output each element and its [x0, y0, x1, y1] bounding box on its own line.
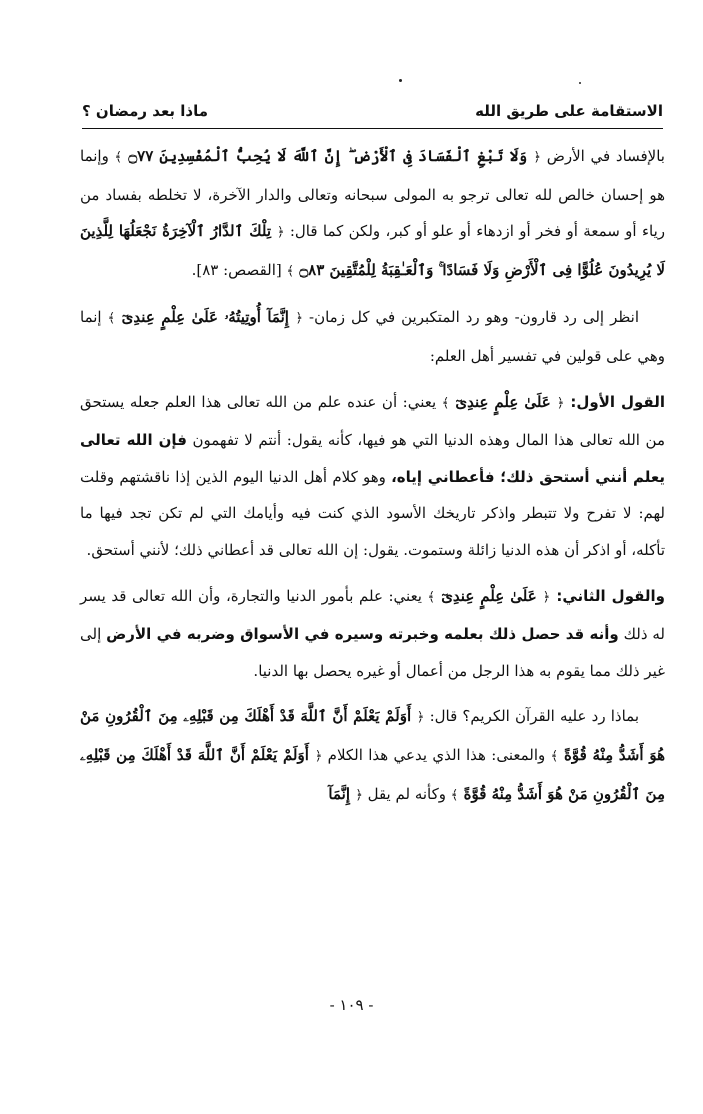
body-run: وهو كلام أهل الدنيا اليوم الذين إذا ناقشتهم وقلت لهم: لا تفرح ولا تتبطر واذكر تاريخك الأسود الذي كنت فيه وأيامك التي لم تكن تجد فيها ما تأكله، أو اذكر أن هذه الدنيا زائلة وستموت. يقول: إن الله تعالى قد أعطاني ذلك؛ لأنني أستحق.: [80, 467, 665, 559]
quran-verse: إِنَّمَآ: [328, 784, 356, 803]
page-number: - ١٠٩ -: [329, 996, 374, 1014]
bold-heading: وأنه قد حصل ذلك بعلمه وخبرته وسيره في الأسواق وضربه في الأرض: [106, 625, 619, 644]
bold-heading: فإن الله تعالى يعلم أنني أستحق ذلك؛ فأعطاني إياه،: [80, 431, 665, 486]
ink-speck: [579, 82, 581, 84]
header-section-title: ماذا بعد رمضان ؟: [82, 102, 209, 120]
quran-verse: عَلَىٰ عِلْمٍ عِندِىٓ: [449, 392, 557, 411]
body-run: إلى غير ذلك مما يقوم به هذا الرجل من أعمال أو غيره يحصل بها الدنيا.: [80, 625, 665, 680]
ornate-bracket: ﴾: [450, 787, 459, 803]
paragraph: [80, 138, 665, 290]
ornate-bracket: ﴿: [556, 395, 565, 411]
quran-verse: إِنَّمَآ أُوتِيتُهُۥ عَلَىٰ عِلْمٍ عِندِىٓ: [115, 308, 296, 327]
ornate-bracket: ﴿: [276, 225, 285, 241]
ornate-bracket: ﴾: [107, 311, 116, 327]
ornate-bracket: ﴿: [295, 311, 304, 327]
body-run: بالإفساد في الأرض: [540, 147, 665, 165]
paragraph: [80, 299, 665, 374]
body-run: يعني: أن عنده علم من الله تعالى هذا العلم جعله يستحق من الله تعالى هذا المال وهذه الدنيا التي هو فيها، كأنه يقول: أنتم لا تفهمون: [80, 392, 666, 450]
header-book-title: الاستقامة على طريق الله: [475, 102, 663, 120]
quran-verse: أَوَلَمْ يَعْلَمْ أَنَّ ٱللَّهَ قَدْ أَهْلَكَ مِن قَبْلِهِۦ مِنَ ٱلْقُرُونِ مَنْ هُوَ أَشَدُّ مِنْهُ قُوَّةً: [80, 707, 665, 764]
paragraph: [80, 384, 665, 569]
quran-verse: أَوَلَمْ يَعْلَمْ أَنَّ ٱللَّهَ قَدْ أَهْلَكَ مِن قَبْلِهِۦ مِنَ ٱلْقُرُونِ مَنْ هُوَ أَشَدُّ مِنْهُ قُوَّةً: [80, 745, 665, 803]
ornate-bracket: ﴾: [550, 748, 559, 764]
ornate-bracket: ﴾: [286, 263, 295, 279]
body-run: إنما وهي على قولين في تفسير أهل العلم:: [80, 308, 665, 365]
body-run: [القصص: ٨٣].: [191, 260, 287, 279]
ornate-bracket: ﴾: [114, 150, 123, 165]
body-run: والمعنى: هذا الذي يدعي هذا الكلام: [322, 745, 551, 764]
bold-heading: القول الأول:: [564, 392, 665, 411]
body-run: وإنما هو إحسان خالص لله تعالى ترجو به المولى سبحانه وتعالى والدار الآخرة، لا تخلطه بفساد من رياء أو سمعة أو فخر أو ازدهاء أو علو أو كبر، ولكن كما قال:: [80, 147, 665, 241]
ornate-bracket: ﴿: [533, 150, 541, 165]
bold-heading: والقول الثاني:: [550, 586, 665, 605]
quran-verse: عَلَىٰ عِلْمٍ عِندِىٓ: [435, 586, 543, 605]
quran-verse: وَلَا تَبْغِ ٱلْفَسَادَ فِى ٱلْأَرْضِ ۖ إِنَّ ٱللَّهَ لَا يُحِبُّ ٱلْمُفْسِدِينَ ۝٧٧: [122, 147, 534, 165]
paragraph: [80, 578, 665, 690]
body-run: بماذا رد عليه القرآن الكريم؟ قال:: [424, 707, 639, 726]
ornate-bracket: ﴾: [427, 589, 436, 605]
ornate-bracket: ﴿: [416, 710, 425, 726]
body-run: وكأنه لم يقل: [362, 784, 451, 803]
quran-verse: تِلْكَ ٱلدَّارُ ٱلْآخِرَةُ نَجْعَلُهَا لِلَّذِينَ لَا يُرِيدُونَ عُلُوًّا فِى ٱلْأَرْضِ وَلَا فَسَادًا ۚ وَٱلْعَـٰقِبَةُ لِلْمُتَّقِينَ ۝٨٣: [80, 222, 665, 279]
ornate-bracket: ﴿: [355, 787, 363, 803]
ink-speck: [399, 79, 402, 82]
paragraph: [80, 698, 665, 814]
header-rule: [82, 128, 663, 129]
ornate-bracket: ﴾: [441, 395, 450, 411]
ornate-bracket: ﴿: [314, 748, 323, 764]
body-run: انظر إلى رد قارون- وهو رد المتكبرين في كل زمان-: [303, 308, 639, 327]
ornate-bracket: ﴿: [542, 589, 551, 605]
body-run: يعني: علم بأمور الدنيا والتجارة، وأن الله تعالى قد يسر له ذلك: [80, 586, 665, 644]
running-header: [82, 96, 663, 126]
body-text: [80, 138, 665, 814]
